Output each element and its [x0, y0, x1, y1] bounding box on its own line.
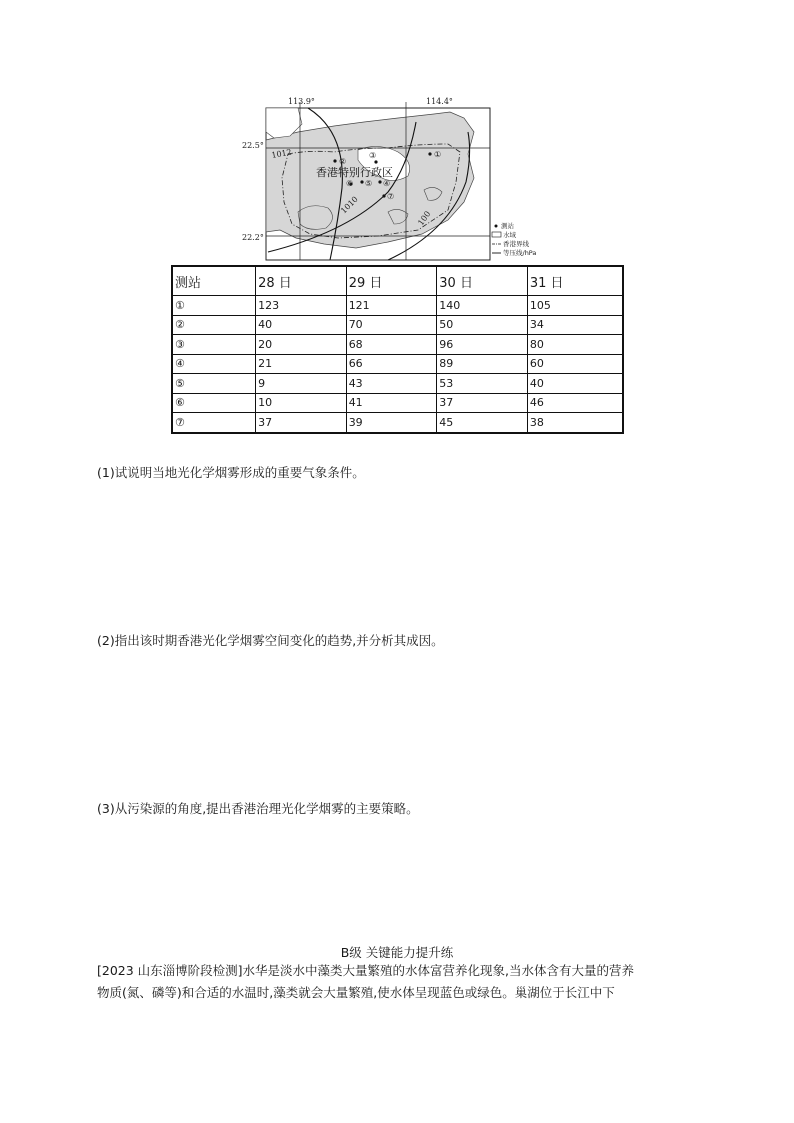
- table-cell: 68: [346, 335, 437, 355]
- table-cell: ④: [172, 354, 256, 374]
- table-cell: 60: [527, 354, 623, 374]
- table-cell: ③: [172, 335, 256, 355]
- passage-line-1: [2023 山东淄博阶段检测]水华是淡水中藻类大量繁殖的水体富营养化现象,当水体含有大量的营养: [97, 963, 635, 978]
- lat-top-label: 22.5°: [242, 141, 264, 150]
- passage-line-2: 物质(氮、磷等)和合适的水温时,藻类就会大量繁殖,使水体呈现蓝色或绿色。巢湖位于长江中下: [97, 985, 615, 1000]
- table-cell: 96: [437, 335, 528, 355]
- section-title: B级 关键能力提升练: [340, 945, 454, 960]
- isobar-1010-label: 1010: [339, 194, 360, 216]
- table-cell: 105: [527, 296, 623, 316]
- table-cell: 41: [346, 393, 437, 413]
- station-dot: [374, 160, 377, 163]
- lon-right-label: 114.4°: [426, 97, 453, 106]
- table-cell: 80: [527, 335, 623, 355]
- question-3: (3)从污染源的角度,提出香港治理光化学烟雾的主要策略。: [97, 801, 419, 816]
- header-day-30: 30 日: [437, 266, 528, 296]
- table-cell: 38: [527, 413, 623, 433]
- legend-border: 香港界线: [503, 240, 529, 248]
- table-cell: 21: [256, 354, 347, 374]
- hong-kong-map: [238, 92, 538, 264]
- station-dot: [428, 152, 431, 155]
- header-day-29: 29 日: [346, 266, 437, 296]
- table-row: [172, 354, 623, 374]
- table-cell: 39: [346, 413, 437, 433]
- header-day-31: 31 日: [527, 266, 623, 296]
- station-dot: [378, 180, 381, 183]
- station-2-label: ②: [339, 157, 347, 166]
- isobar-1012-label: 1012: [270, 147, 293, 160]
- table-row: [172, 315, 623, 335]
- table-cell: 43: [346, 374, 437, 394]
- station-5-label: ⑤: [365, 179, 373, 188]
- map-title: 香港特别行政区: [316, 166, 393, 179]
- legend-station-dot: [495, 225, 498, 228]
- table-cell: 121: [346, 296, 437, 316]
- table-cell: 46: [527, 393, 623, 413]
- table-cell: ⑤: [172, 374, 256, 394]
- table-cell: 34: [527, 315, 623, 335]
- question-1: (1)试说明当地光化学烟雾形成的重要气象条件。: [97, 465, 365, 480]
- station-7-label: ⑦: [387, 192, 395, 201]
- table-cell: 66: [346, 354, 437, 374]
- table-cell: 45: [437, 413, 528, 433]
- lat-bottom-label: 22.2°: [242, 233, 264, 242]
- table-cell: ⑥: [172, 393, 256, 413]
- table-cell: 53: [437, 374, 528, 394]
- table-cell: ⑦: [172, 413, 256, 433]
- legend-water-swatch: [492, 232, 501, 237]
- table-row: [172, 413, 623, 433]
- isobar-1008-label: 100: [416, 209, 433, 228]
- legend-water: 水域: [503, 231, 516, 239]
- table-cell: 40: [256, 315, 347, 335]
- table-cell: 70: [346, 315, 437, 335]
- table-cell: 37: [256, 413, 347, 433]
- station-6-label: ⑥: [346, 179, 354, 188]
- station-dot: [360, 180, 363, 183]
- table-cell: 123: [256, 296, 347, 316]
- table-cell: 20: [256, 335, 347, 355]
- legend-isobar: 等压线/hPa: [503, 249, 537, 257]
- header-station: 测站: [172, 266, 256, 296]
- table-cell: ①: [172, 296, 256, 316]
- ozone-data-table: [171, 265, 624, 434]
- station-3-label: ③: [369, 151, 377, 160]
- table-cell: 40: [527, 374, 623, 394]
- table-cell: 10: [256, 393, 347, 413]
- table-row: [172, 335, 623, 355]
- table-cell: 50: [437, 315, 528, 335]
- station-dot: [333, 159, 336, 162]
- table-header-row: [172, 266, 623, 296]
- table-cell: ②: [172, 315, 256, 335]
- lon-left-label: 113.9°: [288, 97, 315, 106]
- table-row: [172, 393, 623, 413]
- table-row: [172, 296, 623, 316]
- table-row: [172, 374, 623, 394]
- table-cell: 140: [437, 296, 528, 316]
- header-day-28: 28 日: [256, 266, 347, 296]
- table-cell: 89: [437, 354, 528, 374]
- table-cell: 9: [256, 374, 347, 394]
- island: [298, 206, 333, 230]
- station-1-label: ①: [434, 150, 442, 159]
- station-dot: [382, 194, 385, 197]
- station-4-label: ④: [383, 179, 391, 188]
- map-svg: [238, 92, 538, 264]
- legend-station: 测站: [501, 222, 514, 230]
- question-2: (2)指出该时期香港光化学烟雾空间变化的趋势,并分析其成因。: [97, 633, 444, 648]
- table-cell: 37: [437, 393, 528, 413]
